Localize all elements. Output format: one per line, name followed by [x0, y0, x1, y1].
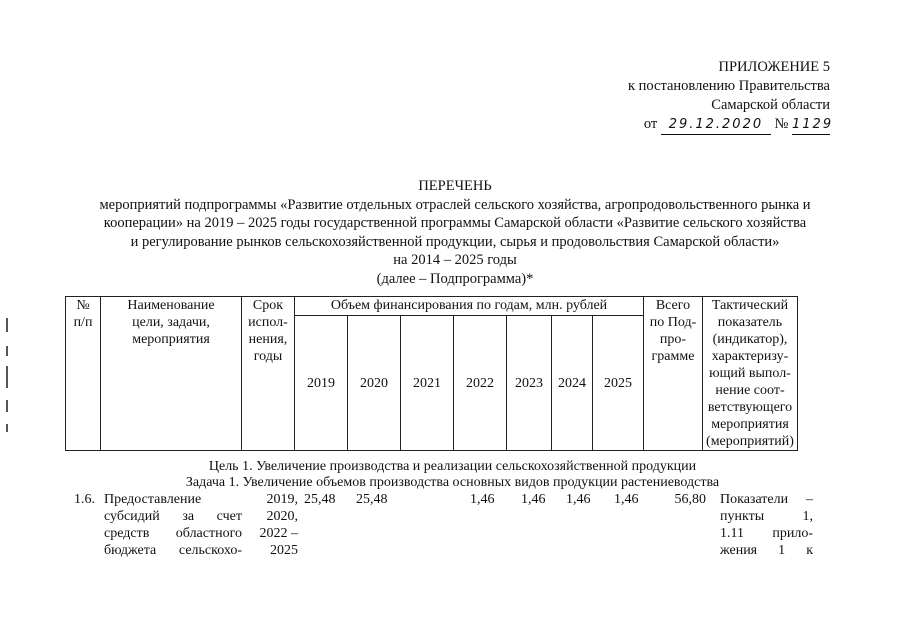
header-year-2024: 2024 — [552, 316, 593, 451]
header-year-2025: 2025 — [593, 316, 644, 451]
header-indicator: Тактический показатель (индикатор), характеризу- ющий выпол- нение соот- ветствующего мероприятия (мероприятий) — [703, 297, 798, 451]
row-value-2025: 1,46 — [614, 492, 639, 507]
document-heading — [60, 177, 850, 288]
row-value-2019: 25,48 — [304, 492, 336, 507]
row-number: 1.6. — [74, 492, 95, 507]
row-value-2024: 1,46 — [566, 492, 591, 507]
scan-mark — [6, 400, 8, 412]
scan-mark — [6, 346, 8, 356]
appendix-line-3: Самарской области — [711, 97, 830, 113]
row-value-2022: 1,46 — [470, 492, 495, 507]
scan-mark — [6, 318, 8, 332]
signature-date: 29.12.2020 — [661, 115, 771, 135]
scan-mark — [6, 366, 8, 388]
header-term: Срок испол- нения, годы — [242, 297, 295, 451]
row-total: 56,80 — [674, 492, 706, 507]
heading-line-3: и регулирование рынков сельскохозяйственной продукции, сырья и продовольствия Самарской области» — [130, 233, 780, 250]
header-year-2022: 2022 — [454, 316, 507, 451]
header-num: № п/п — [66, 297, 101, 451]
row-term: 2019, 2020, 2022 – 2025 — [259, 492, 298, 558]
measures-table-header — [65, 296, 798, 451]
header-total: Всего по Под- про- грамме — [644, 297, 703, 451]
heading-line-4: на 2014 – 2025 годы — [393, 252, 517, 268]
header-year-2021: 2021 — [401, 316, 454, 451]
scan-mark — [6, 424, 8, 432]
task-line: Задача 1. Увеличение объемов производства основных видов продукции растениеводства — [185, 475, 720, 490]
heading-line-2: кооперации» на 2019 – 2025 годы государственной программы Самарской области «Развитие сельского хозяйства — [103, 215, 807, 231]
number-prefix: № — [774, 116, 789, 132]
header-financing: Объем финансирования по годам, млн. рублей — [295, 297, 644, 316]
signature-number: 1129 — [792, 115, 830, 135]
row-value-2023: 1,46 — [521, 492, 546, 507]
header-year-2019: 2019 — [295, 316, 348, 451]
appendix-date-line — [560, 115, 834, 135]
heading-line-1: мероприятий подпрограммы «Развитие отдельных отраслей сельского хозяйства, агропродовольственного рынка и — [99, 196, 811, 213]
row-name: Предоставление субсидий за счет средств областного бюджета сельскохо- — [104, 492, 242, 558]
header-year-2020: 2020 — [348, 316, 401, 451]
from-prefix: от — [643, 116, 658, 132]
goal-line: Цель 1. Увеличение производства и реализации сельскохозяйственной продукции — [208, 459, 697, 474]
appendix-title: ПРИЛОЖЕНИЕ 5 — [718, 59, 830, 75]
appendix-block — [560, 58, 834, 135]
header-name: Наименование цели, задачи, мероприятия — [101, 297, 242, 451]
row-indicator: Показатели – пункты 1, 1.11 прило- жения 1 к — [720, 492, 813, 558]
row-value-2020: 25,48 — [356, 492, 388, 507]
document-title: ПЕРЕЧЕНЬ — [418, 178, 492, 194]
header-year-2023: 2023 — [507, 316, 552, 451]
appendix-line-2: к постановлению Правительства — [628, 78, 830, 94]
heading-line-5: (далее – Подпрограмма)* — [376, 270, 534, 287]
